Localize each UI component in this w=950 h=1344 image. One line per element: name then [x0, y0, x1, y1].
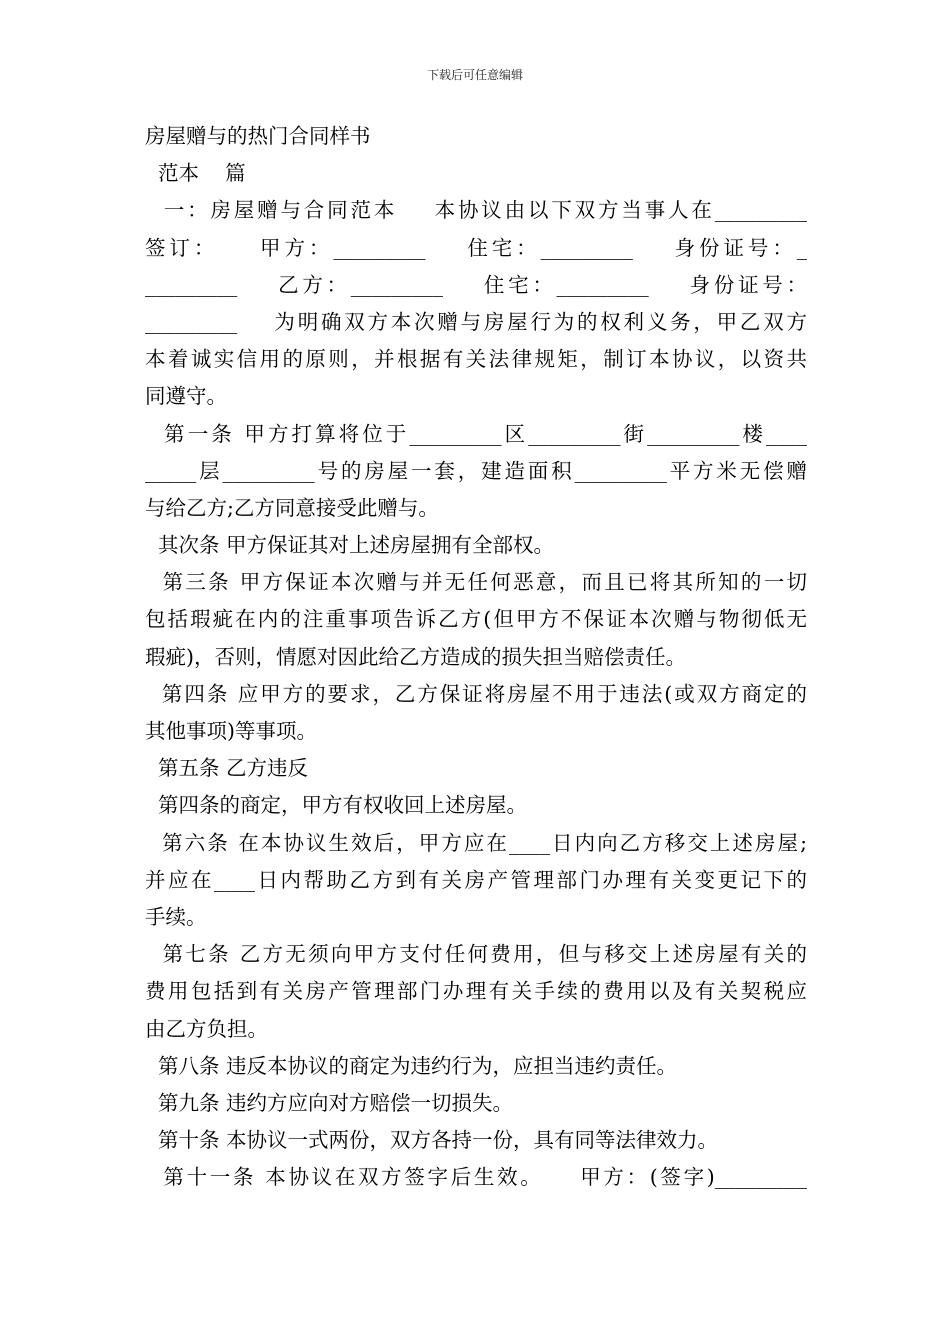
text-line: 同遵守。	[145, 384, 227, 409]
text-line: 其他事项)等事项。	[145, 719, 317, 743]
text-line: 本着诚实信用的原则，并根据有关法律规矩，制订本协议，以资共	[145, 347, 807, 372]
text-line: 由乙方负担。	[145, 1016, 268, 1041]
text-line: 第四条的商定，甲方有权收回上述房屋。	[145, 793, 528, 818]
download-note: 下载后可任意编辑	[426, 68, 523, 82]
text-line: 费用包括到有关房产管理部门办理有关手续的费用以及有关契税应	[145, 979, 807, 1004]
article-6: 第六条 在本协议生效后，甲方应在____日内向乙方移交上述房屋;	[145, 830, 807, 855]
text-line: 手续。	[145, 904, 207, 929]
document-title: 房屋赠与的热门合同样书	[145, 124, 371, 148]
article-3: 第三条 甲方保证本次赠与并无任何恶意，而且已将其所知的一切	[145, 570, 807, 595]
text-line: _________ 乙方：_________ 住宅：_________ 身份证号：	[145, 272, 807, 297]
text-line: 并应在____日内帮助乙方到有关房产管理部门办理有关变更记下的	[145, 867, 807, 892]
text-line: 签订： 甲方：_________ 住宅：_________ 身份证号：_	[145, 235, 807, 260]
contract-body	[145, 118, 807, 1196]
article-5: 第五条 乙方违反	[145, 756, 309, 781]
article-11: 第十一条 本协议在双方签字后生效。 甲方：(签字)_________	[145, 1165, 807, 1190]
article-7: 第七条 乙方无须向甲方支付任何费用，但与移交上述房屋有关的	[145, 942, 807, 967]
text-line: _________ 为明确双方本次赠与房屋行为的权利义务，甲乙双方	[145, 309, 807, 334]
text-line: 瑕疵)，否则，情愿对因此给乙方造成的损失担当赔偿责任。	[145, 644, 686, 669]
article-2: 其次条 甲方保证其对上述房屋拥有全部权。	[145, 533, 555, 558]
text-line: 包括瑕疵在内的注重事项告诉乙方(但甲方不保证本次赠与物彻低无	[145, 607, 807, 632]
text-line: 范本 篇	[145, 161, 246, 186]
text-line: 与给乙方;乙方同意接受此赠与。	[145, 495, 439, 520]
text-line: 一：房屋赠与合同范本 本协议由以下双方当事人在_________	[145, 198, 807, 223]
article-9: 第九条 违约方应向对方赔偿一切损失。	[145, 1090, 514, 1115]
text-line: _____层_________号的房屋一套，建造面积_________平方米无偿赠	[145, 458, 807, 483]
article-8: 第八条 违反本协议的商定为违约行为，应担当违约责任。	[145, 1053, 678, 1078]
article-1: 第一条 甲方打算将位于_________区_________街_________楼____	[145, 421, 807, 446]
article-10: 第十条 本协议一式两份，双方各持一份，具有同等法律效力。	[145, 1128, 719, 1153]
article-4: 第四条 应甲方的要求，乙方保证将房屋不用于违法(或双方商定的	[145, 681, 807, 706]
